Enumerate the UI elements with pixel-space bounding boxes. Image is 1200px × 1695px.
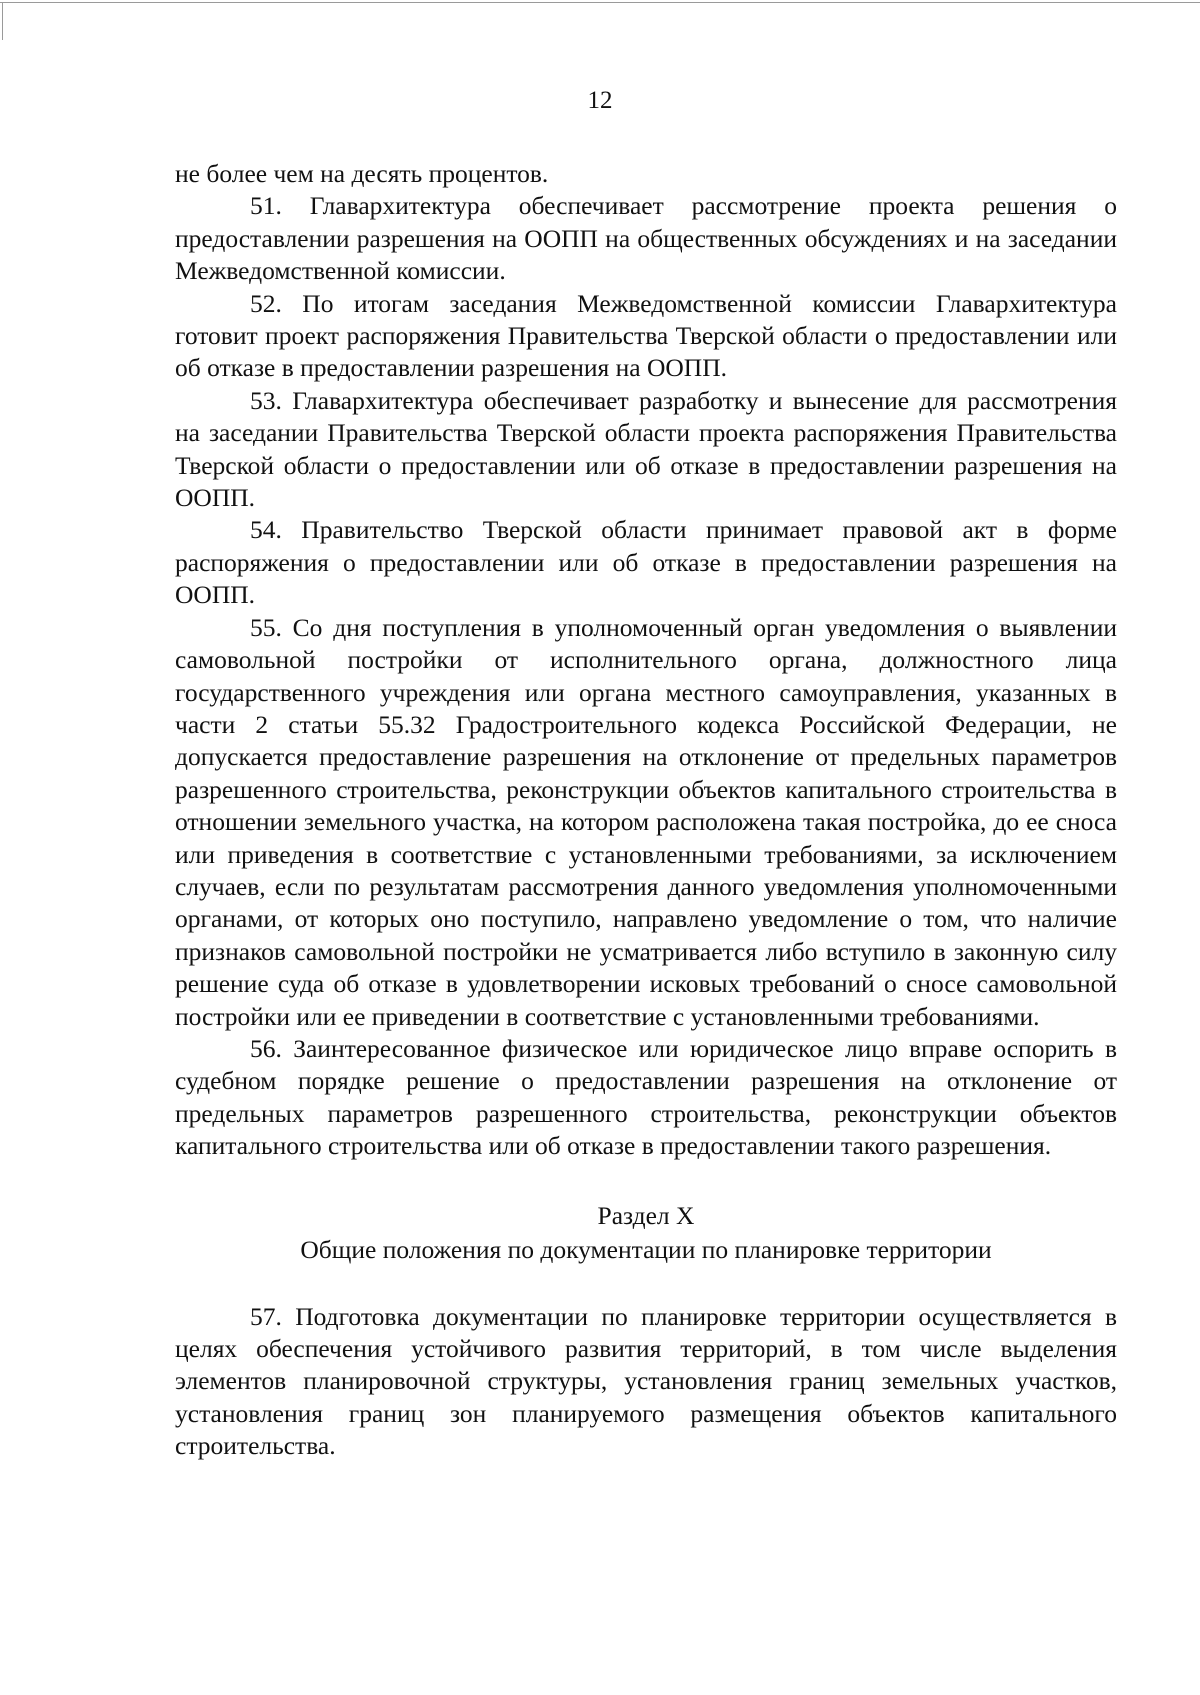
section-heading bbox=[175, 1199, 1117, 1267]
paragraph-56: 56. Заинтересованное физическое или юридическое лицо вправе оспорить в судебном порядке решение о предоставлении разрешения на отклонение от предельных параметров разрешенного строительства, реконструкции объектов капитального строительства или об отказе в предоставлении такого разрешения. bbox=[175, 1033, 1117, 1161]
section-title: Раздел X bbox=[597, 1200, 695, 1230]
scan-edge-left bbox=[2, 2, 3, 40]
page-number: 12 bbox=[587, 87, 613, 114]
paragraph-continuation: не более чем на десять процентов. bbox=[175, 159, 549, 188]
paragraph-53: 53. Главархитектура обеспечивает разработку и вынесение для рассмотрения на заседании Правительства Тверской области проекта распоряжения Правительства Тверской области о предоставлении или об отказе в предоставлении разрешения на ООПП. bbox=[175, 385, 1117, 513]
paragraph-55: 55. Со дня поступления в уполномоченный орган уведомления о выявлении самовольной постройки от исполнительного органа, должностного лица государственного учреждения или органа местного самоуправления, указанных в части 2 статьи 55.32 Градостроительного кодекса Российской Федерации, не допускается предоставление разрешения на отклонение от предельных параметров разрешенного строительства, реконструкции объектов капитального строительства в отношении земельного участка, на котором расположена такая постройка, до ее сноса или приведения в соответствие с установленными требованиями, за исключением случаев, если по результатам рассмотрения данного уведомления уполномоченными органами, от которых оно поступило, направлено уведомление о том, что наличие признаков самовольной постройки не усматривается либо вступило в законную силу решение суда об отказе в удовлетворении исковых требований о сносе самовольной постройки или ее приведении в соответствие с установленными требованиями. bbox=[175, 612, 1117, 1031]
paragraph-51: 51. Главархитектура обеспечивает рассмотрение проекта решения о предоставлении разрешения на ООПП на общественных обсуждениях и на заседании Межведомственной комиссии. bbox=[175, 191, 1117, 286]
paragraph-57: 57. Подготовка документации по планировке территории осуществляется в целях обеспечения устойчивого развития территорий, в том числе выделения элементов планировочной структуры, установления границ земельных участков, установления границ зон планируемого размещения объектов капитального строительства. bbox=[175, 1301, 1117, 1461]
scan-edge-top bbox=[0, 2, 1200, 3]
section-subtitle: Общие положения по документации по планировке территории bbox=[300, 1234, 992, 1264]
document-body bbox=[175, 158, 1117, 1463]
paragraph-52: 52. По итогам заседания Межведомственной комиссии Главархитектура готовит проект распоряжения Правительства Тверской области о предоставлении или об отказе в предоставлении разрешения на ООПП. bbox=[175, 288, 1117, 383]
paragraph-54: 54. Правительство Тверской области принимает правовой акт в форме распоряжения о предоставлении или об отказе в предоставлении разрешения на ООПП. bbox=[175, 515, 1117, 610]
